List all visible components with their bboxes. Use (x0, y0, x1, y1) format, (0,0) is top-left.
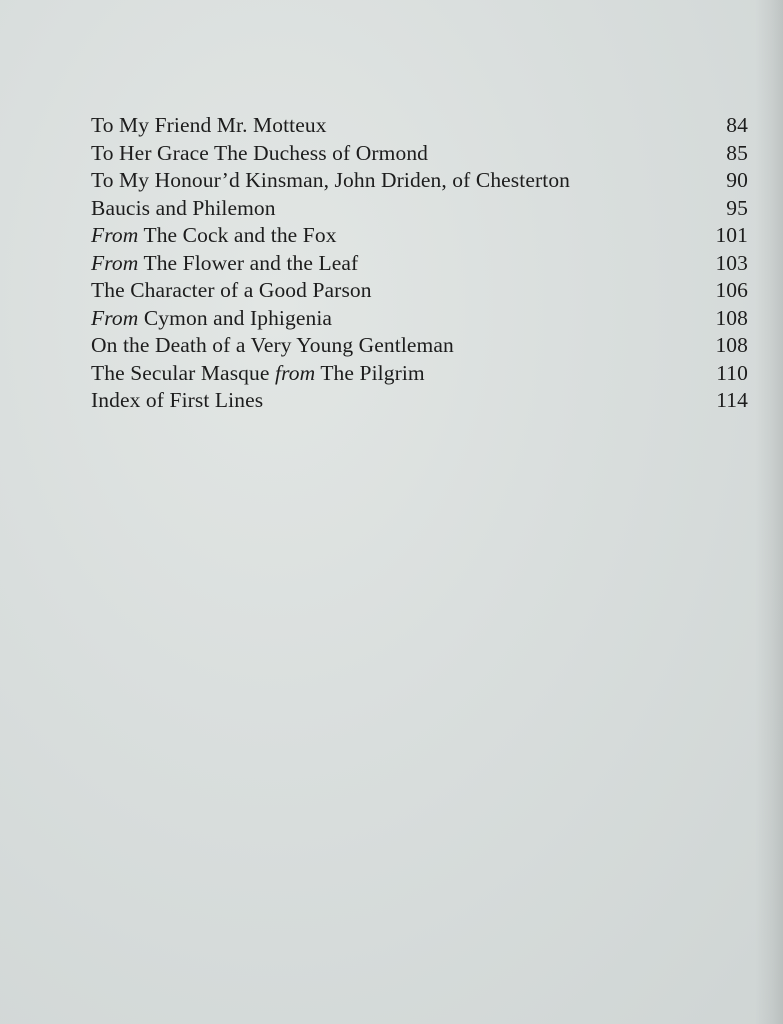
toc-entry (91, 167, 748, 195)
toc-entry-title (91, 112, 327, 140)
toc-entry-page-number: 90 (726, 168, 748, 192)
toc-entry-title (91, 387, 263, 415)
toc-entry-title-text: The Cock and the Fox (138, 223, 337, 247)
toc-entry-title (91, 167, 570, 195)
toc-entry (91, 222, 748, 250)
toc-entry (91, 305, 748, 333)
toc-entry-title-text: The Flower and the Leaf (138, 250, 359, 275)
toc-entry-title-suffix: The Pilgrim (315, 360, 425, 385)
toc-entry (91, 112, 748, 140)
toc-entry-italic-middle: from (275, 360, 316, 385)
table-of-contents (91, 112, 748, 415)
toc-entry (91, 195, 748, 223)
toc-entry-title-text: The Secular Masque (91, 360, 275, 385)
toc-entry (91, 387, 748, 415)
toc-entry (91, 332, 748, 360)
toc-entry-page-number: 95 (726, 195, 748, 220)
toc-entry-title-text: Index of First Lines (91, 388, 264, 412)
toc-entry (91, 360, 748, 388)
toc-entry-italic-prefix: From (91, 305, 139, 330)
toc-entry-title-text: To My Honour’d Kinsman, John Driden, of Chesterton (91, 168, 571, 192)
toc-entry-title (91, 360, 425, 388)
toc-entry-page-number: 106 (715, 278, 748, 302)
toc-entry (91, 140, 748, 168)
toc-entry (91, 277, 748, 305)
toc-entry-page-number: 85 (726, 140, 748, 165)
toc-entry-page-number: 110 (716, 360, 748, 385)
toc-entry-page-number: 108 (715, 333, 748, 357)
toc-entry-italic-prefix: From (91, 250, 139, 275)
toc-entry-page-number: 101 (715, 223, 748, 247)
toc-entry-title-text: To Her Grace The Duchess of Ormond (91, 140, 429, 165)
toc-entry-title (91, 222, 337, 250)
toc-entry-page-number: 103 (715, 250, 748, 275)
toc-entry-page-number: 108 (715, 305, 748, 330)
toc-entry-title-text: Baucis and Philemon (91, 195, 276, 220)
toc-entry-title-text: To My Friend Mr. Motteux (91, 113, 327, 137)
toc-entry-title (91, 277, 372, 305)
toc-entry-page-number: 114 (716, 388, 748, 412)
toc-entry-title-text: Cymon and Iphigenia (138, 305, 333, 330)
toc-entry-italic-prefix: From (91, 223, 139, 247)
toc-entry-page-number: 84 (726, 113, 748, 137)
toc-entry-title (91, 250, 358, 278)
toc-entry (91, 250, 748, 278)
toc-entry-title (91, 332, 454, 360)
toc-entry-title (91, 140, 428, 168)
toc-entry-title-text: On the Death of a Very Young Gentleman (91, 333, 454, 357)
toc-entry-title-text: The Character of a Good Parson (91, 278, 372, 302)
toc-entry-title (91, 305, 332, 333)
page-edge-shadow (755, 0, 783, 1024)
toc-entry-title (91, 195, 276, 223)
